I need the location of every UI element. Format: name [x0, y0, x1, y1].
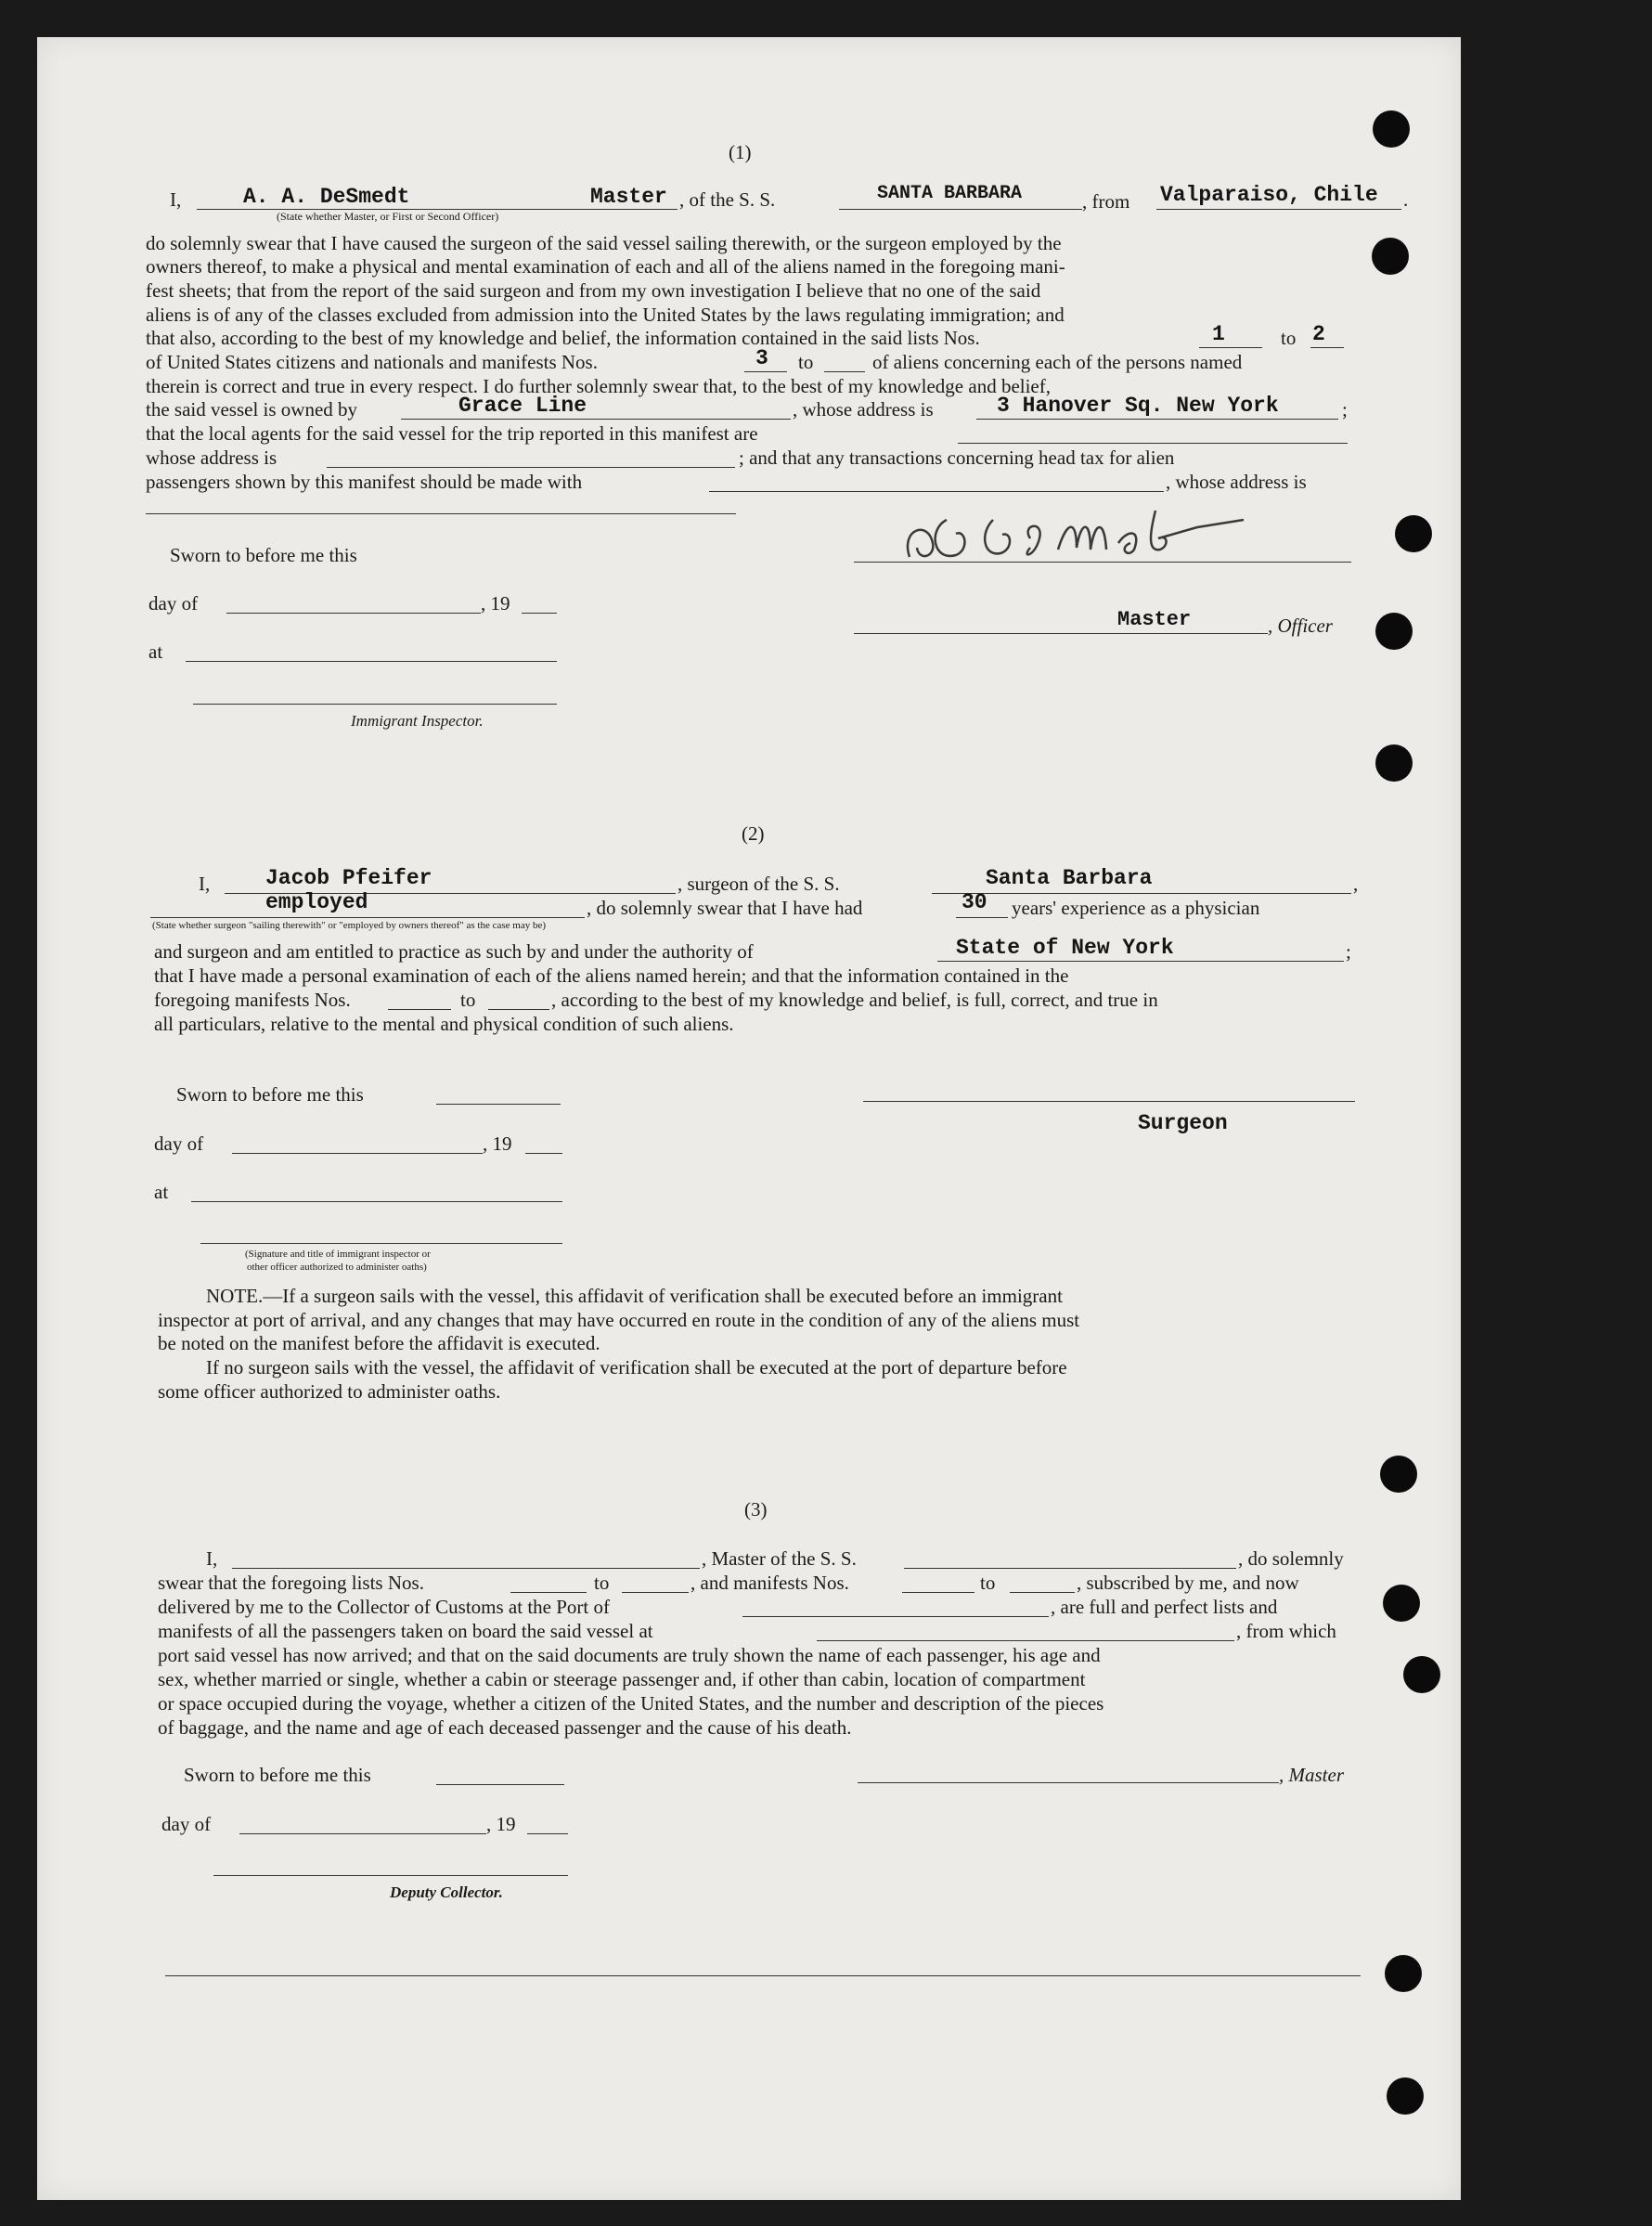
master-signature: [891, 492, 1299, 576]
section-number: (2): [742, 822, 765, 845]
owner-address: 3 Hanover Sq. New York: [997, 394, 1279, 418]
manifests-from: 3: [755, 346, 768, 370]
rank-caption: (State whether Master, or First or Second Officer): [277, 210, 499, 223]
lists-from: 1: [1212, 322, 1225, 346]
section-number: (3): [744, 1498, 768, 1521]
punch-hole: [1385, 1955, 1422, 1992]
practice-authority: State of New York: [956, 936, 1174, 960]
vessel-name: SANTA BARBARA: [877, 183, 1023, 204]
label-i: I,: [170, 188, 182, 211]
inspector-caption: Immigrant Inspector.: [351, 712, 484, 730]
surgeon-name: Jacob Pfeifer: [265, 866, 432, 890]
years-experience: 30: [962, 890, 987, 914]
owner-name: Grace Line: [458, 394, 587, 418]
surgeon-title: Surgeon: [1138, 1111, 1228, 1135]
lists-to: 2: [1312, 322, 1325, 346]
punch-hole: [1387, 2077, 1424, 2115]
note-line: NOTE.—If a surgeon sails with the vessel, this affidavit of verification shall be executed before an immigrant: [206, 1285, 1063, 1307]
sig-caption-2: other officer authorized to administer oaths): [247, 1262, 427, 1273]
section-number: (1): [729, 141, 752, 163]
sig-caption-1: (Signature and title of immigrant inspector or: [245, 1249, 431, 1260]
punch-hole: [1373, 110, 1410, 148]
punch-hole: [1375, 613, 1413, 650]
punch-hole: [1375, 744, 1413, 782]
master-name: A. A. DeSmedt: [243, 185, 410, 209]
punch-hole: [1403, 1656, 1440, 1693]
departure-port: Valparaiso, Chile: [1160, 183, 1378, 207]
collector-caption: Deputy Collector.: [390, 1883, 503, 1901]
punch-hole: [1372, 238, 1409, 275]
punch-hole: [1395, 515, 1432, 552]
employment-caption: (State whether surgeon "sailing therewith" or "employed by owners thereof" as the case may be): [152, 920, 547, 931]
surgeon-employment: employed: [265, 890, 368, 914]
officer-rank: Master: [1117, 608, 1192, 631]
master-rank: Master: [590, 185, 667, 209]
punch-hole: [1383, 1585, 1420, 1622]
punch-hole: [1380, 1456, 1417, 1493]
surgeon-vessel: Santa Barbara: [986, 866, 1153, 890]
